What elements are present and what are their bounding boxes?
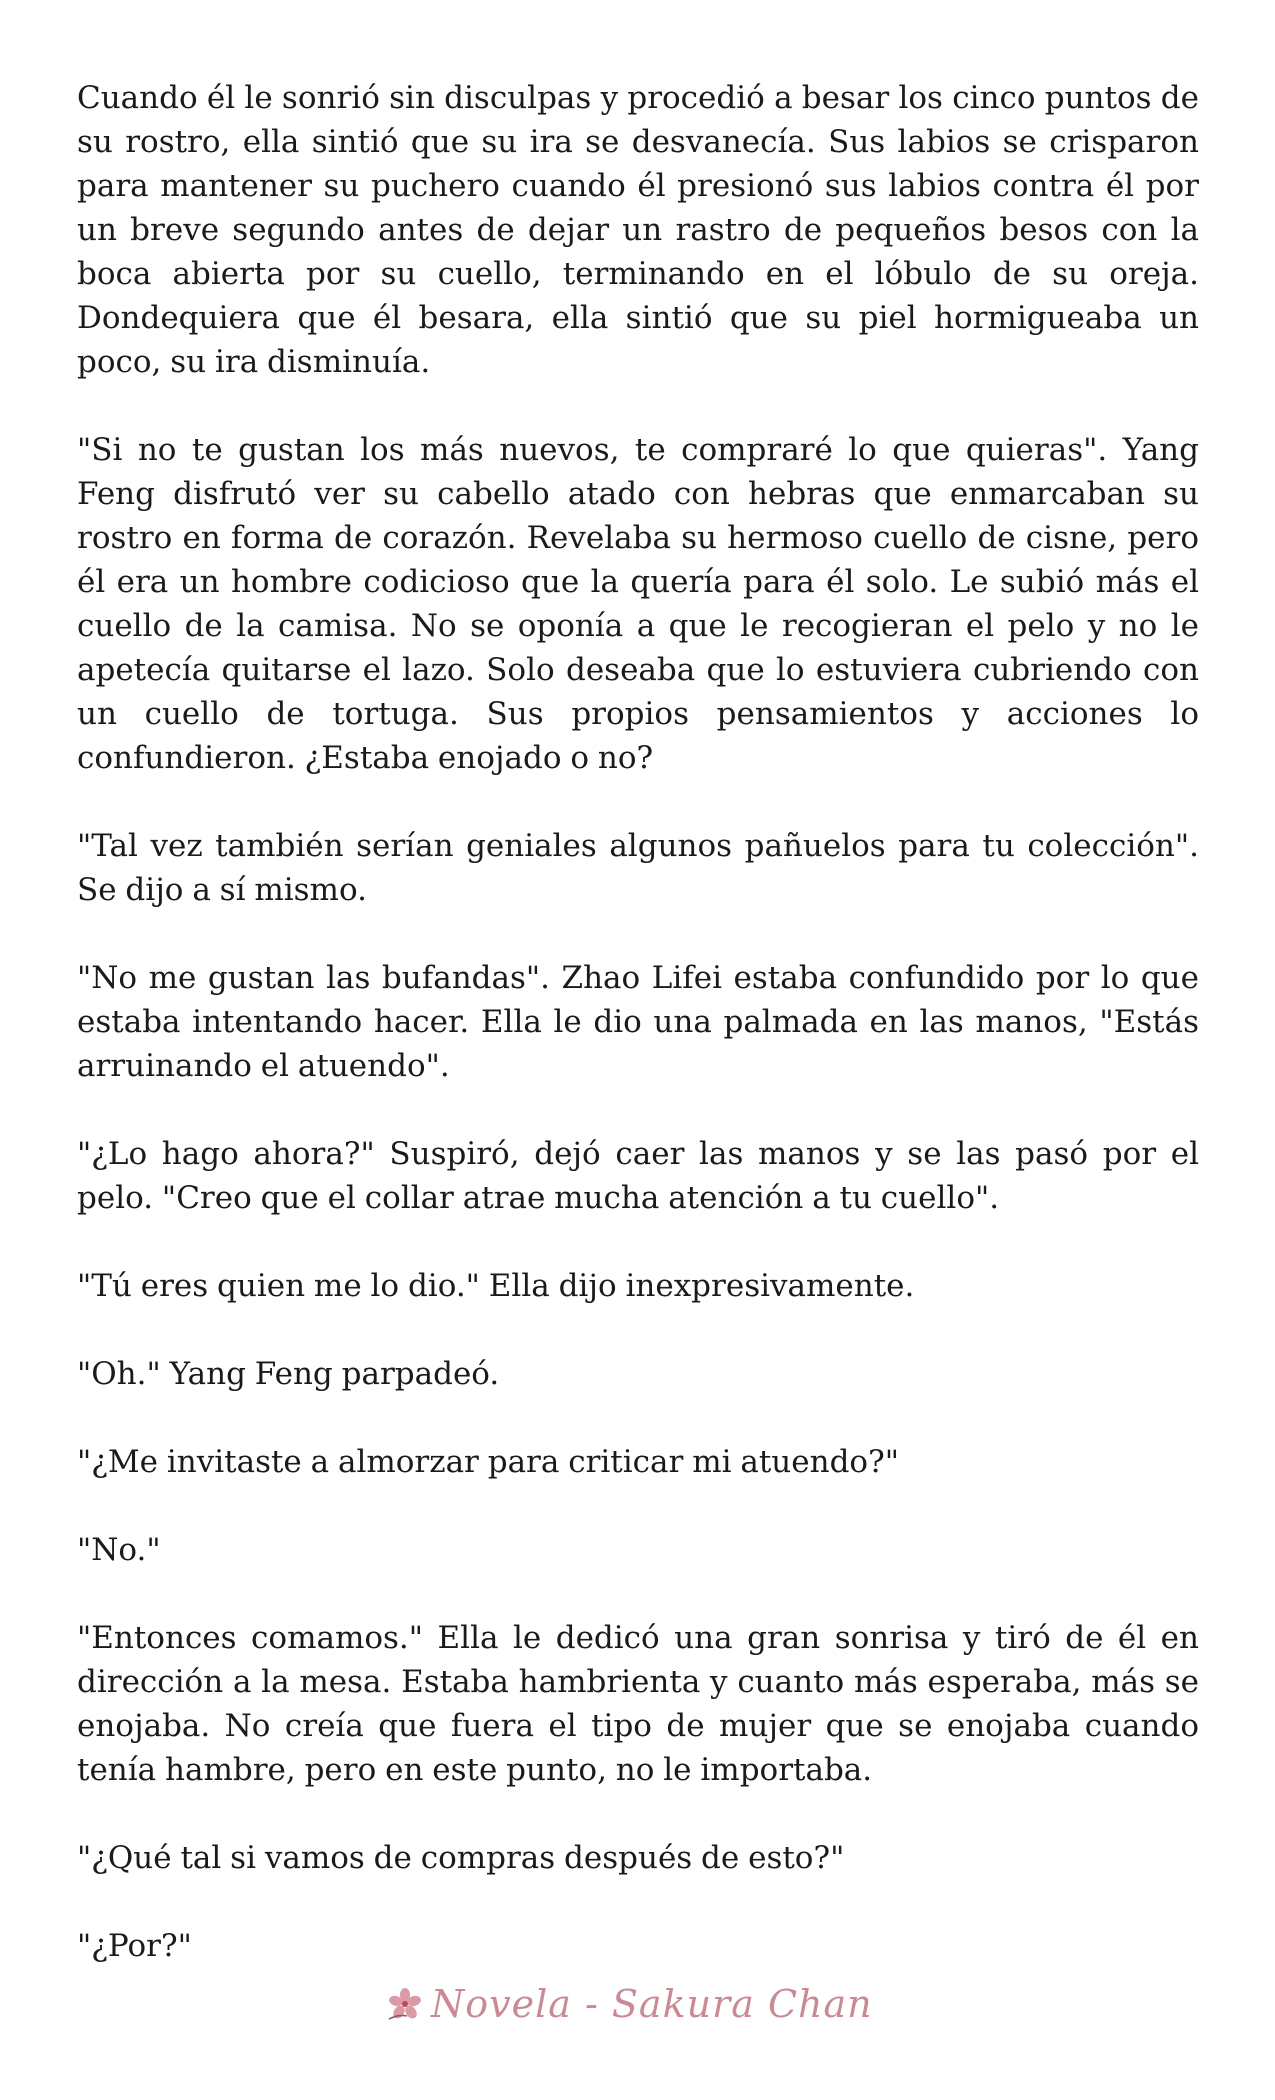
paragraph-6: "Tú eres quien me lo dio." Ella dijo inexpresivamente. bbox=[77, 1268, 915, 1304]
paragraph-4: "No me gustan las bufandas". Zhao Lifei estaba confundido por lo que estaba intentando hacer. Ella le dio una palmada en las manos, "Estás arruinando el atuendo". bbox=[77, 960, 1199, 1084]
text-column bbox=[77, 76, 1199, 1968]
paragraph-7: "Oh." Yang Feng parpadeó. bbox=[77, 1356, 500, 1392]
paragraph-9: "No." bbox=[77, 1532, 161, 1568]
watermark bbox=[385, 1980, 873, 2028]
paragraph-3: "Tal vez también serían geniales algunos pañuelos para tu colección". Se dijo a sí mismo. bbox=[77, 828, 1199, 908]
paragraph-11: "¿Qué tal si vamos de compras después de esto?" bbox=[77, 1840, 845, 1876]
watermark-text: Novela - Sakura Chan bbox=[431, 1982, 873, 2026]
paragraph-1: Cuando él le sonrió sin disculpas y procedió a besar los cinco puntos de su rostro, ella sintió que su ira se desvanecía. Sus labios se crisparon para mantener su puchero cuando él presionó sus labios contra él por un breve segundo antes de dejar un rastro de pequeños besos con la boca abierta por su cuello, terminando en el lóbulo de su oreja. Dondequiera que él besara, ella sintió que su piel hormigueaba un poco, su ira disminuía. bbox=[77, 80, 1199, 380]
sakura-blossom-icon bbox=[385, 1986, 425, 2022]
paragraph-2: "Si no te gustan los más nuevos, te compraré lo que quieras". Yang Feng disfrutó ver su cabello atado con hebras que enmarcaban su rostro en forma de corazón. Revelaba su hermoso cuello de cisne, pero él era un hombre codicioso que la quería para él solo. Le subió más el cuello de la camisa. No se oponía a que le recogieran el pelo y no le apetecía quitarse el lazo. Solo deseaba que lo estuviera cubriendo con un cuello de tortuga. Sus propios pensamientos y acciones lo confundieron. ¿Estaba enojado o no? bbox=[77, 432, 1199, 776]
paragraph-5: "¿Lo hago ahora?" Suspiró, dejó caer las manos y se las pasó por el pelo. "Creo que el collar atrae mucha atención a tu cuello". bbox=[77, 1136, 1199, 1216]
paragraph-8: "¿Me invitaste a almorzar para criticar mi atuendo?" bbox=[77, 1444, 899, 1480]
paragraph-10: "Entonces comamos." Ella le dedicó una gran sonrisa y tiró de él en dirección a la mesa. Estaba hambrienta y cuanto más esperaba, más se enojaba. No creía que fuera el tipo de mujer que se enojaba cuando tenía hambre, pero en este punto, no le importaba. bbox=[77, 1620, 1199, 1788]
paragraph-12: "¿Por?" bbox=[77, 1928, 192, 1964]
